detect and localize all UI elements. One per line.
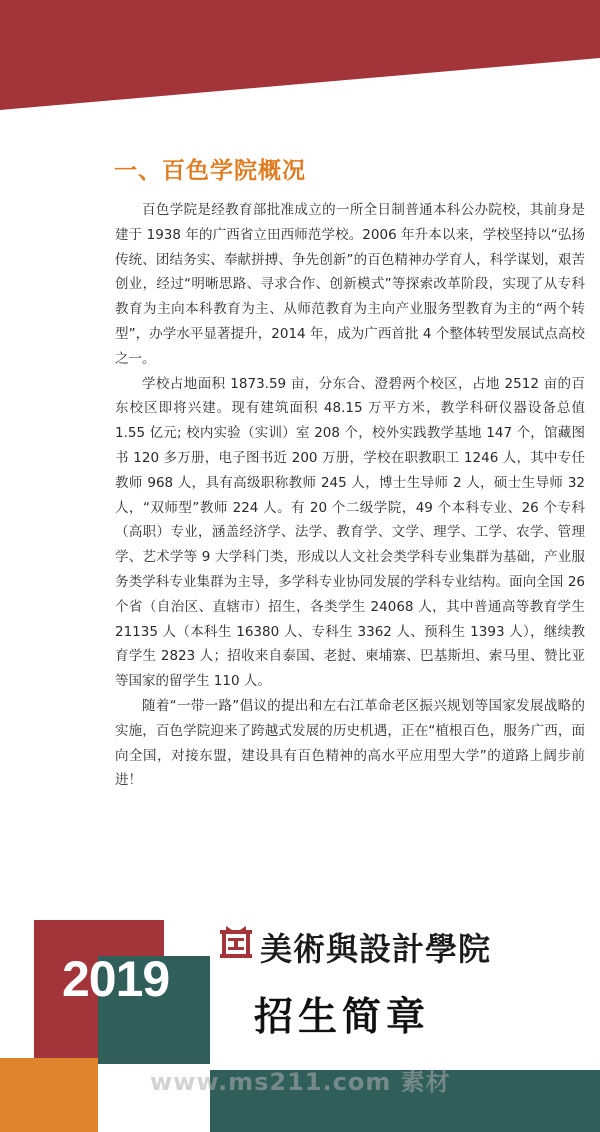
paragraph-facilities: 学校占地面积 1873.59 亩，分东合、澄碧两个校区，占地 2512 亩的百东校区即将兴建。现有建筑面积 48.15 万平方米，教学科研仪器设备总值 1.55 亿元; 校内实验（实训）室 208 个，校外实践教学基地 147 个，馆藏图书 120 多万册，电子图书近 200 万册，学校在职教职工 1246 人，其中专任教师 968 人，具有高级职称教师 245 人，博士生导师 2 人，硕士生导师 32 人，“双师型”教师 224 人。有 20 个二级学院，49 个本科专业、26 个专科（高职）专业，涵盖经济学、法学、教育学、文学、理学、工学、农学、管理学、艺术学等 9 大学科门类，形成以人文社会类学科专业集群为基础，产业服务类学科专业集群为主导，多学科专业协同发展的学科专业结构。面向全国 26 个省（自治区、直辖市）招生，各类学生 24068 人，其中普通高等教育学生 21135 人（本科生 16380 人、专科生 3362 人、预科生 1393 人），继续教育学生 2823 人；招收来自泰国、老挝、柬埔寨、巴基斯坦、索马里、赞比亚等国家的留学生 110 人。 bbox=[115, 375, 585, 690]
watermark: www.ms211.com 素材 bbox=[150, 1068, 451, 1096]
section-title: 一、百色学院概况 bbox=[114, 158, 306, 184]
orange-decor-block bbox=[0, 1058, 98, 1132]
paragraph-outlook: 随着“一带一路”倡议的提出和左右江革命老区振兴规划等国家发展战略的实施，百色学院迎来了跨越式发展的历史机遇，正在“植根百色，服务广西，面向全国，对接东盟，建设具有百色精神的高水平应用型大学”的道路上阔步前进！ bbox=[115, 697, 585, 789]
article-body bbox=[115, 198, 585, 793]
school-logo-icon bbox=[218, 926, 254, 962]
brochure-title: 招生简章 bbox=[254, 995, 431, 1040]
top-banner bbox=[0, 0, 600, 110]
paragraph-overview: 百色学院是经教育部批准成立的一所全日制普通本科公办院校，其前身是建于 1938 年的广西省立田西师范学校。2006 年升本以来，学校坚持以“弘扬传统、团结务实、奉献拼搏、争先创新”的百色精神办学育人，科学谋划，艰苦创业，经过“明晰思路、寻求合作、创新模式”等探索改革阶段，实现了从专科教育为主向本科教育为主、从师范教育为主向产业服务型教育为主的“两个转型”，办学水平显著提升，2014 年，成为广西首批 4 个整体转型发展试点高校之一。 bbox=[115, 202, 585, 367]
year-label: 2019 bbox=[62, 951, 170, 1007]
school-name: 美術與設計學院 bbox=[260, 930, 492, 968]
